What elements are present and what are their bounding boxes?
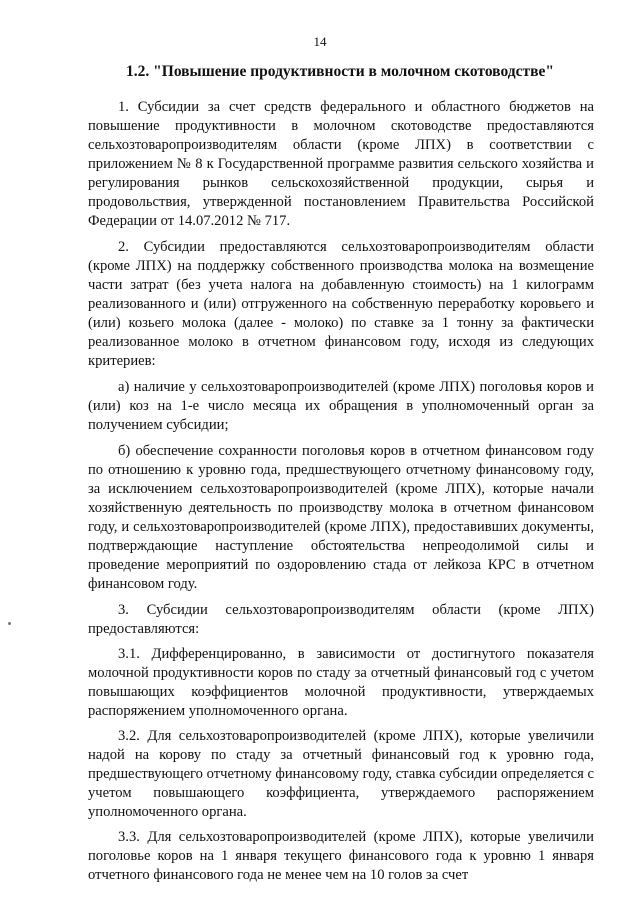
paragraph-3-3: 3.3. Для сельхозтоваропроизводителей (кроме ЛПХ), которые увеличили поголовье коров на 1 января текущего финансового года к уровню 1 января отчетного финансового года не менее чем на 10 голов за счет (88, 829, 594, 883)
paragraph-1: 1. Субсидии за счет средств федерального и областного бюджетов на повышение продуктивности в молочном скотоводстве предоставляются сельхозтоваропроизводителям области (кроме ЛПХ) в соответствии с приложением № 8 к Государственной программе развития сельского хозяйства и регулирования рынков сельскохозяйственной продукции, сырья и продовольствия, утвержденной постановлением Правительства Российской Федерации от 14.07.2012 № 717. (88, 99, 594, 229)
paragraph-3-2: 3.2. Для сельхозтоваропроизводителей (кроме ЛПХ), которые увеличили надой на корову по стаду за отчетный финансовый год к уровню года, предшествующего отчетному финансовому году, ставка субсидии определяется с учетом повышающего коэффициента, утверждаемого распоряжением уполномоченного органа. (88, 728, 594, 820)
paragraph-2a: а) наличие у сельхозтоваропроизводителей (кроме ЛПХ) поголовья коров и (или) коз на 1-е число месяца их обращения в уполномоченный орган за получением субсидии; (88, 379, 594, 433)
document-body (88, 98, 594, 891)
scan-speck (8, 622, 11, 625)
paragraph-3-1: 3.1. Дифференцированно, в зависимости от достигнутого показателя молочной продуктивности коров по стаду за отчетный финансовый год с учетом повышающих коэффициентов молочной продуктивности, утверждаемых распоряжением уполномоченного органа. (88, 646, 594, 719)
paragraph-2: 2. Субсидии предоставляются сельхозтоваропроизводителям области (кроме ЛПХ) на поддержку собственного производства молока на возмещение части затрат (без учета налога на добавленную стоимость) на 1 килограмм реализованного и (или) отгруженного на собственную переработку коровьего и (или) козьего молока (далее - молоко) по ставке за 1 тонну за фактически реализованное молоко в отчетном финансовом году, исходя из следующих критериев: (88, 239, 594, 369)
paragraph-3: 3. Субсидии сельхозтоваропроизводителям области (кроме ЛПХ) предоставляются: (88, 602, 594, 637)
section-heading: 1.2. "Повышение продуктивности в молочном скотоводстве" (126, 63, 554, 80)
page-number: 14 (313, 34, 327, 49)
paragraph-2b: б) обеспечение сохранности поголовья коров в отчетном финансовом году по отношению к уровню года, предшествующего отчетному финансовому году, за исключением сельхозтоваропроизводителей (кроме ЛПХ), которые начали хозяйственную деятельность по производству молока в отчетном финансовом году, и сельхозтоваропроизводителей (кроме ЛПХ), предоставивших документы, подтверждающие наступление обстоятельства непреодолимой силы и проведение мероприятий по оздоровлению стада от лейкоза КРС в отчетном финансовом году. (88, 443, 594, 592)
